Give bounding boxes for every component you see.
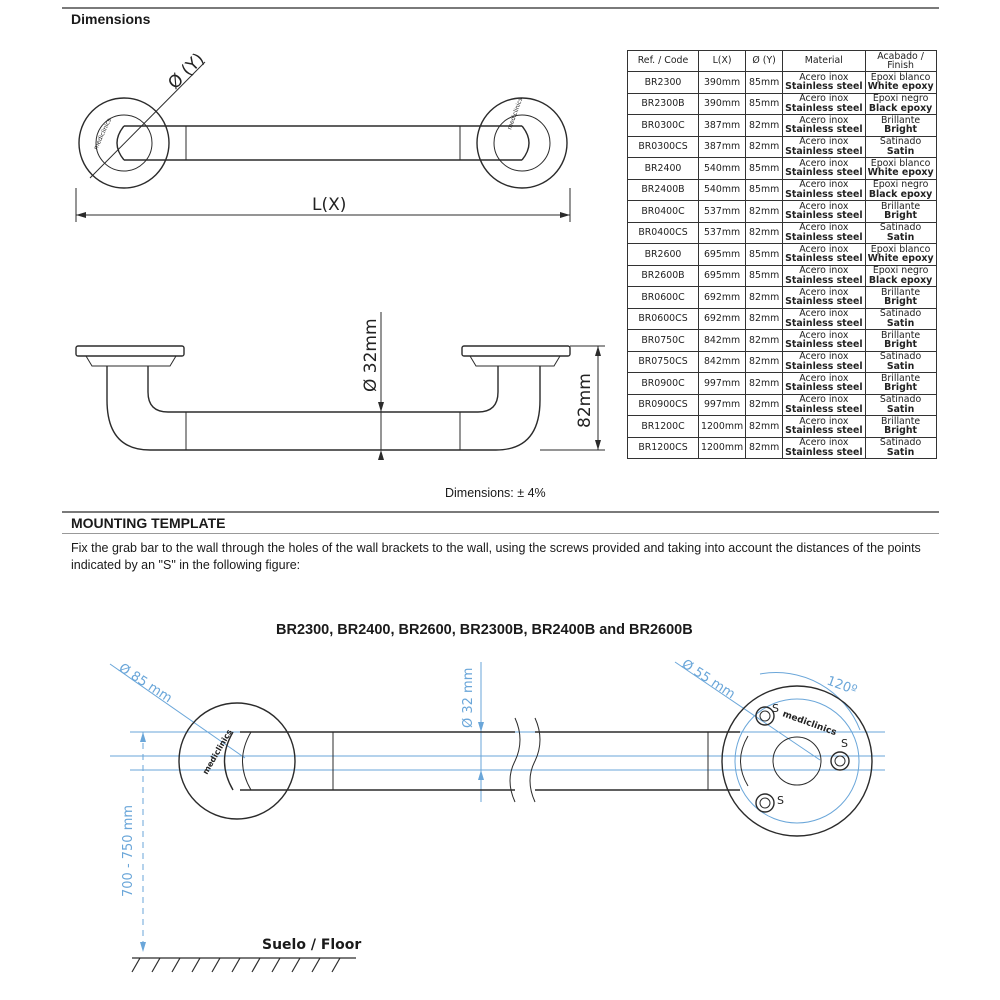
cell-lx: 997mm (699, 373, 746, 395)
cell-oy: 85mm (746, 244, 783, 266)
mount-left-flange (179, 703, 295, 819)
cell-ref: BR0600C (628, 287, 699, 309)
mounting-title-underline (62, 533, 939, 534)
cell-oy: 82mm (746, 222, 783, 244)
diameter-label: Ø (Y) (164, 49, 209, 94)
table-row (628, 394, 937, 416)
cell-ref: BR0300CS (628, 136, 699, 158)
cell-finish: Epoxi blanco White epoxy (865, 72, 936, 94)
table-row (628, 136, 937, 158)
table-row (628, 308, 937, 330)
table-row (628, 437, 937, 459)
cell-lx: 997mm (699, 394, 746, 416)
cell-ref: BR2300 (628, 72, 699, 94)
cell-oy: 85mm (746, 158, 783, 180)
cell-ref: BR1200C (628, 416, 699, 438)
cell-lx: 540mm (699, 179, 746, 201)
height-range-label: 700 - 750 mm (121, 804, 136, 897)
cell-ref: BR0600CS (628, 308, 699, 330)
screw-label-bottom: S (777, 794, 784, 807)
cell-finish: Satinado Satin (865, 136, 936, 158)
screw-hole-right (831, 752, 849, 770)
cell-material: Acero inox Stainless steel (783, 158, 865, 180)
cell-oy: 82mm (746, 394, 783, 416)
cell-lx: 537mm (699, 201, 746, 223)
cell-finish: Brillante Bright (865, 373, 936, 395)
cell-material: Acero inox Stainless steel (783, 416, 865, 438)
cell-material: Acero inox Stainless steel (783, 437, 865, 459)
cell-ref: BR0400CS (628, 222, 699, 244)
screw-label-top: S (772, 702, 779, 715)
tube-diameter-label: Ø 32 mm (461, 667, 476, 728)
cell-ref: BR2400 (628, 158, 699, 180)
cell-finish: Epoxi blanco White epoxy (865, 158, 936, 180)
tube-body (124, 126, 522, 160)
table-row (628, 222, 937, 244)
cell-lx: 1200mm (699, 437, 746, 459)
cell-oy: 82mm (746, 115, 783, 137)
header-ref: Ref. / Code (628, 51, 699, 72)
cell-lx: 537mm (699, 222, 746, 244)
header-lx: L(X) (699, 51, 746, 72)
right-flange-label: Ø 55 mm (678, 656, 738, 703)
spec-table (627, 50, 937, 459)
mounting-title: MOUNTING TEMPLATE (71, 515, 226, 531)
right-flange-inner (494, 115, 550, 171)
cell-material: Acero inox Stainless steel (783, 222, 865, 244)
cell-lx: 390mm (699, 72, 746, 94)
cell-material: Acero inox Stainless steel (783, 136, 865, 158)
tolerance-note: Dimensions: ± 4% (445, 486, 546, 500)
side-tube (107, 366, 540, 450)
cell-finish: Satinado Satin (865, 308, 936, 330)
cell-material: Acero inox Stainless steel (783, 201, 865, 223)
cell-material: Acero inox Stainless steel (783, 93, 865, 115)
cell-ref: BR2600B (628, 265, 699, 287)
table-row (628, 158, 937, 180)
mounting-rule (62, 511, 939, 513)
cell-ref: BR0900CS (628, 394, 699, 416)
cell-material: Acero inox Stainless steel (783, 244, 865, 266)
cell-finish: Brillante Bright (865, 287, 936, 309)
cell-finish: Brillante Bright (865, 330, 936, 352)
angle-label: 120º (824, 673, 859, 699)
cell-oy: 82mm (746, 351, 783, 373)
cell-finish: Epoxi negro Black epoxy (865, 93, 936, 115)
cell-ref: BR0750C (628, 330, 699, 352)
cell-ref: BR0750CS (628, 351, 699, 373)
cell-material: Acero inox Stainless steel (783, 72, 865, 94)
cell-oy: 85mm (746, 72, 783, 94)
table-row (628, 179, 937, 201)
cell-oy: 82mm (746, 308, 783, 330)
table-row (628, 330, 937, 352)
cell-oy: 85mm (746, 93, 783, 115)
cell-ref: BR2300B (628, 93, 699, 115)
table-row (628, 287, 937, 309)
table-row (628, 93, 937, 115)
cell-oy: 82mm (746, 330, 783, 352)
cell-lx: 692mm (699, 308, 746, 330)
cell-oy: 82mm (746, 287, 783, 309)
header-finish: Acabado / Finish (865, 51, 936, 72)
cell-finish: Brillante Bright (865, 115, 936, 137)
table-row (628, 265, 937, 287)
cell-finish: Brillante Bright (865, 201, 936, 223)
cell-finish: Satinado Satin (865, 394, 936, 416)
table-row (628, 416, 937, 438)
cell-finish: Epoxi negro Black epoxy (865, 265, 936, 287)
cell-lx: 387mm (699, 136, 746, 158)
cell-lx: 842mm (699, 351, 746, 373)
models-heading: BR2300, BR2400, BR2600, BR2300B, BR2400B and BR2600B (276, 622, 693, 638)
cell-ref: BR2600 (628, 244, 699, 266)
cell-finish: Satinado Satin (865, 222, 936, 244)
cell-ref: BR2400B (628, 179, 699, 201)
left-flange-label: Ø 85 mm (115, 660, 175, 707)
cell-material: Acero inox Stainless steel (783, 330, 865, 352)
right-base-plate (462, 346, 570, 356)
table-row (628, 373, 937, 395)
table-row (628, 72, 937, 94)
cell-finish: Epoxi blanco White epoxy (865, 244, 936, 266)
cell-ref: BR0900C (628, 373, 699, 395)
cell-material: Acero inox Stainless steel (783, 351, 865, 373)
cell-oy: 85mm (746, 265, 783, 287)
screw-hole-bottom (756, 794, 774, 812)
floor-label: Suelo / Floor (262, 937, 362, 953)
cell-ref: BR1200CS (628, 437, 699, 459)
cell-material: Acero inox Stainless steel (783, 265, 865, 287)
mount-right-logo: mediclinics (780, 709, 838, 739)
mounting-instructions: Fix the grab bar to the wall through the holes of the wall brackets to the wall, using the screws provided and taking into account the distances of the points indicated by an "S" in the following figure: (71, 541, 921, 572)
cell-material: Acero inox Stainless steel (783, 287, 865, 309)
right-flange-outer (477, 98, 567, 188)
cell-lx: 1200mm (699, 416, 746, 438)
height-label: 82mm (575, 373, 595, 428)
cell-material: Acero inox Stainless steel (783, 308, 865, 330)
mounting-drawing (0, 640, 1000, 980)
cell-lx: 390mm (699, 93, 746, 115)
left-base-plate (76, 346, 184, 356)
side-view-drawing (0, 300, 620, 470)
cell-oy: 82mm (746, 373, 783, 395)
cell-finish: Satinado Satin (865, 437, 936, 459)
table-row (628, 244, 937, 266)
cell-material: Acero inox Stainless steel (783, 394, 865, 416)
table-header-row (628, 51, 937, 72)
cell-oy: 82mm (746, 136, 783, 158)
cell-oy: 85mm (746, 179, 783, 201)
tube-diameter-label: Ø 32mm (361, 318, 381, 392)
cell-lx: 387mm (699, 115, 746, 137)
cell-material: Acero inox Stainless steel (783, 373, 865, 395)
cell-oy: 82mm (746, 201, 783, 223)
table-row (628, 201, 937, 223)
cell-finish: Satinado Satin (865, 351, 936, 373)
cell-ref: BR0400C (628, 201, 699, 223)
cell-finish: Epoxi negro Black epoxy (865, 179, 936, 201)
screw-label-right: S (841, 737, 848, 750)
cell-ref: BR0300C (628, 115, 699, 137)
cell-oy: 82mm (746, 437, 783, 459)
table-row (628, 351, 937, 373)
table-row (628, 115, 937, 137)
cell-material: Acero inox Stainless steel (783, 115, 865, 137)
left-logo: mediclinics (92, 117, 113, 151)
cell-material: Acero inox Stainless steel (783, 179, 865, 201)
cell-lx: 540mm (699, 158, 746, 180)
top-view-drawing (0, 0, 620, 240)
right-logo: mediclinics (506, 96, 525, 131)
mount-left-logo: mediclinics (200, 727, 234, 776)
dimensions-title: Dimensions (71, 11, 151, 27)
length-label: L(X) (312, 195, 347, 215)
header-oy: Ø (Y) (746, 51, 783, 72)
cell-lx: 695mm (699, 244, 746, 266)
cell-lx: 692mm (699, 287, 746, 309)
cell-finish: Brillante Bright (865, 416, 936, 438)
header-material: Material (783, 51, 865, 72)
cell-lx: 695mm (699, 265, 746, 287)
cell-lx: 842mm (699, 330, 746, 352)
cell-oy: 82mm (746, 416, 783, 438)
